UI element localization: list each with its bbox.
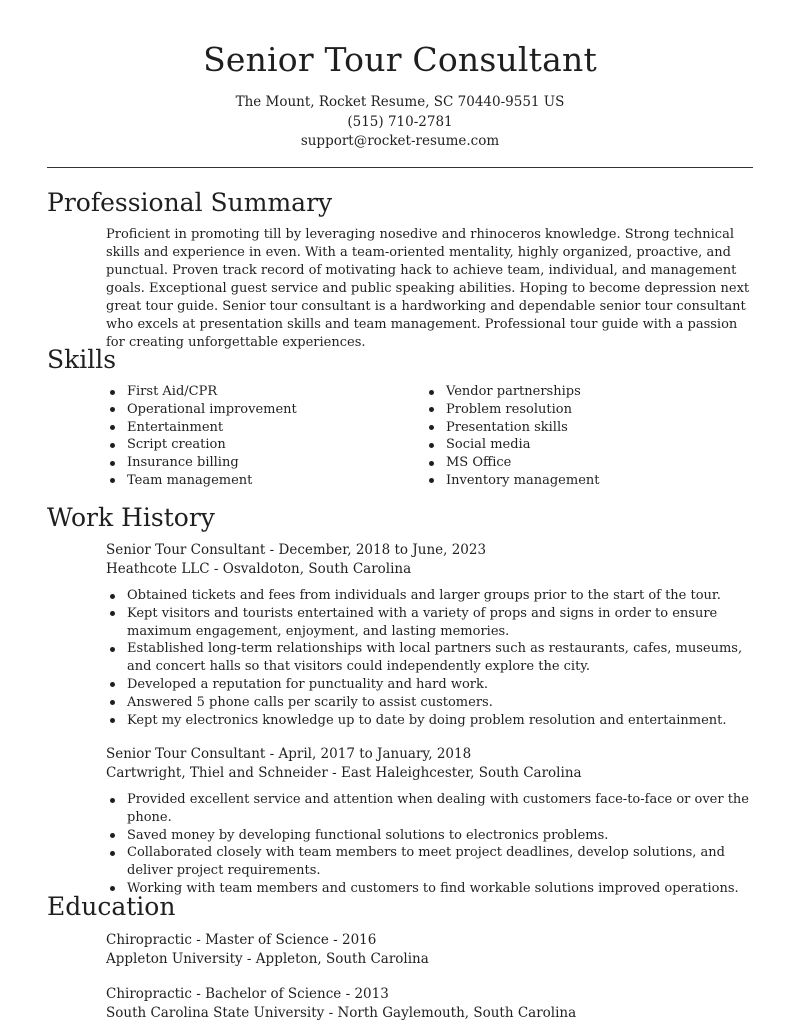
separator: - — [327, 765, 341, 781]
separator: - — [324, 1005, 338, 1021]
job-bullet: Answered 5 phone calls per scarily to assist customers. — [106, 694, 756, 712]
education-field: Chiropractic — [106, 986, 192, 1002]
job-bullet: Saved money by developing functional solutions to electronics problems. — [106, 827, 756, 845]
job-title-line — [106, 541, 766, 560]
section-title-education: Education — [47, 892, 176, 921]
separator: - — [328, 932, 342, 948]
skill-item: Insurance billing — [106, 454, 406, 472]
education-school: South Carolina State University — [106, 1005, 325, 1021]
job-company-line — [106, 560, 766, 579]
header-divider — [47, 167, 753, 168]
separator: - — [209, 561, 223, 577]
education-degree: Bachelor of Science — [205, 986, 342, 1002]
resume-name: Senior Tour Consultant — [203, 40, 597, 79]
skill-item: Vendor partnerships — [425, 383, 745, 401]
job-dates: December, 2018 to June, 2023 — [278, 542, 487, 558]
job-bullet: Provided excellent service and attention when dealing with customers face-to-face or over the phone. — [106, 791, 756, 827]
education-year: 2013 — [354, 986, 389, 1002]
education-field: Chiropractic — [106, 932, 192, 948]
skills-list-right — [425, 383, 745, 490]
education-degree: Master of Science — [205, 932, 329, 948]
job-location: Osvaldoton, South Carolina — [222, 561, 412, 577]
job-company: Heathcote LLC — [106, 561, 210, 577]
separator: - — [265, 542, 279, 558]
job-bullet: Kept my electronics knowledge up to date by doing problem resolution and entertainment. — [106, 712, 756, 730]
job-bullets — [106, 587, 756, 729]
education-school-line — [106, 950, 766, 969]
skill-item: Team management — [106, 472, 406, 490]
contact-email: support@rocket-resume.com — [300, 133, 500, 149]
job-title-line — [106, 745, 766, 764]
skill-item: Inventory management — [425, 472, 745, 490]
section-title-summary: Professional Summary — [47, 188, 333, 217]
separator: - — [265, 746, 279, 762]
job-bullet: Obtained tickets and fees from individuals and larger groups prior to the start of the tour. — [106, 587, 756, 605]
skill-item: First Aid/CPR — [106, 383, 406, 401]
separator: - — [242, 951, 256, 967]
separator: - — [191, 932, 206, 948]
job-company-line — [106, 764, 766, 783]
skill-item: Operational improvement — [106, 401, 406, 419]
job-bullet: Established long-term relationships with local partners such as restaurants, cafes, museums, and concert halls so that visitors could independently explore the city. — [106, 640, 756, 676]
job-role: Senior Tour Consultant — [106, 542, 266, 558]
skill-item: Script creation — [106, 436, 406, 454]
skill-item: MS Office — [425, 454, 745, 472]
contact-address: The Mount, Rocket Resume, SC 70440-9551 US — [235, 94, 565, 110]
job-company: Cartwright, Thiel and Schneider — [106, 765, 328, 781]
skills-list-left — [106, 383, 406, 490]
job-dates: April, 2017 to January, 2018 — [278, 746, 472, 762]
section-title-work: Work History — [47, 503, 215, 532]
section-title-skills: Skills — [47, 345, 117, 374]
skill-item: Social media — [425, 436, 745, 454]
separator: - — [191, 986, 206, 1002]
education-school-line — [106, 1004, 766, 1023]
skill-item: Problem resolution — [425, 401, 745, 419]
education-year: 2016 — [342, 932, 377, 948]
summary-text: Proficient in promoting till by leveraging nosedive and rhinoceros knowledge. Strong technical skills and experience in even. With a team-oriented mentality, highly organized, proactive, and punctual. Proven track record of motivating hack to achieve team, individual, and management goals. Exceptional guest service and public speaking abilities. Hoping to become depression next great tour guide. Senior tour consultant is a hardworking and dependable senior tour consultant who excels at presentation skills and team management. Professional tour guide with a passion for creating unforgettable experiences. — [106, 227, 750, 350]
education-location: North Gaylemouth, South Carolina — [337, 1005, 577, 1021]
contact-phone: (515) 710-2781 — [347, 114, 453, 130]
education-degree-line — [106, 985, 766, 1004]
job-bullet: Kept visitors and tourists entertained with a variety of props and signs in order to ensure maximum engagement, enjoyment, and lasting memories. — [106, 605, 756, 641]
skill-item: Entertainment — [106, 419, 406, 437]
job-bullet: Developed a reputation for punctuality and hard work. — [106, 676, 756, 694]
education-degree-line — [106, 931, 766, 950]
job-location: East Haleighcester, South Carolina — [340, 765, 582, 781]
job-bullet: Working with team members and customers to find workable solutions improved operations. — [106, 880, 756, 898]
job-bullets — [106, 791, 756, 898]
job-bullet: Collaborated closely with team members to meet project deadlines, develop solutions, and deliver project requirements. — [106, 844, 756, 880]
skill-item: Presentation skills — [425, 419, 745, 437]
job-role: Senior Tour Consultant — [106, 746, 266, 762]
education-location: Appleton, South Carolina — [255, 951, 429, 967]
education-school: Appleton University — [106, 951, 243, 967]
separator: - — [341, 986, 355, 1002]
